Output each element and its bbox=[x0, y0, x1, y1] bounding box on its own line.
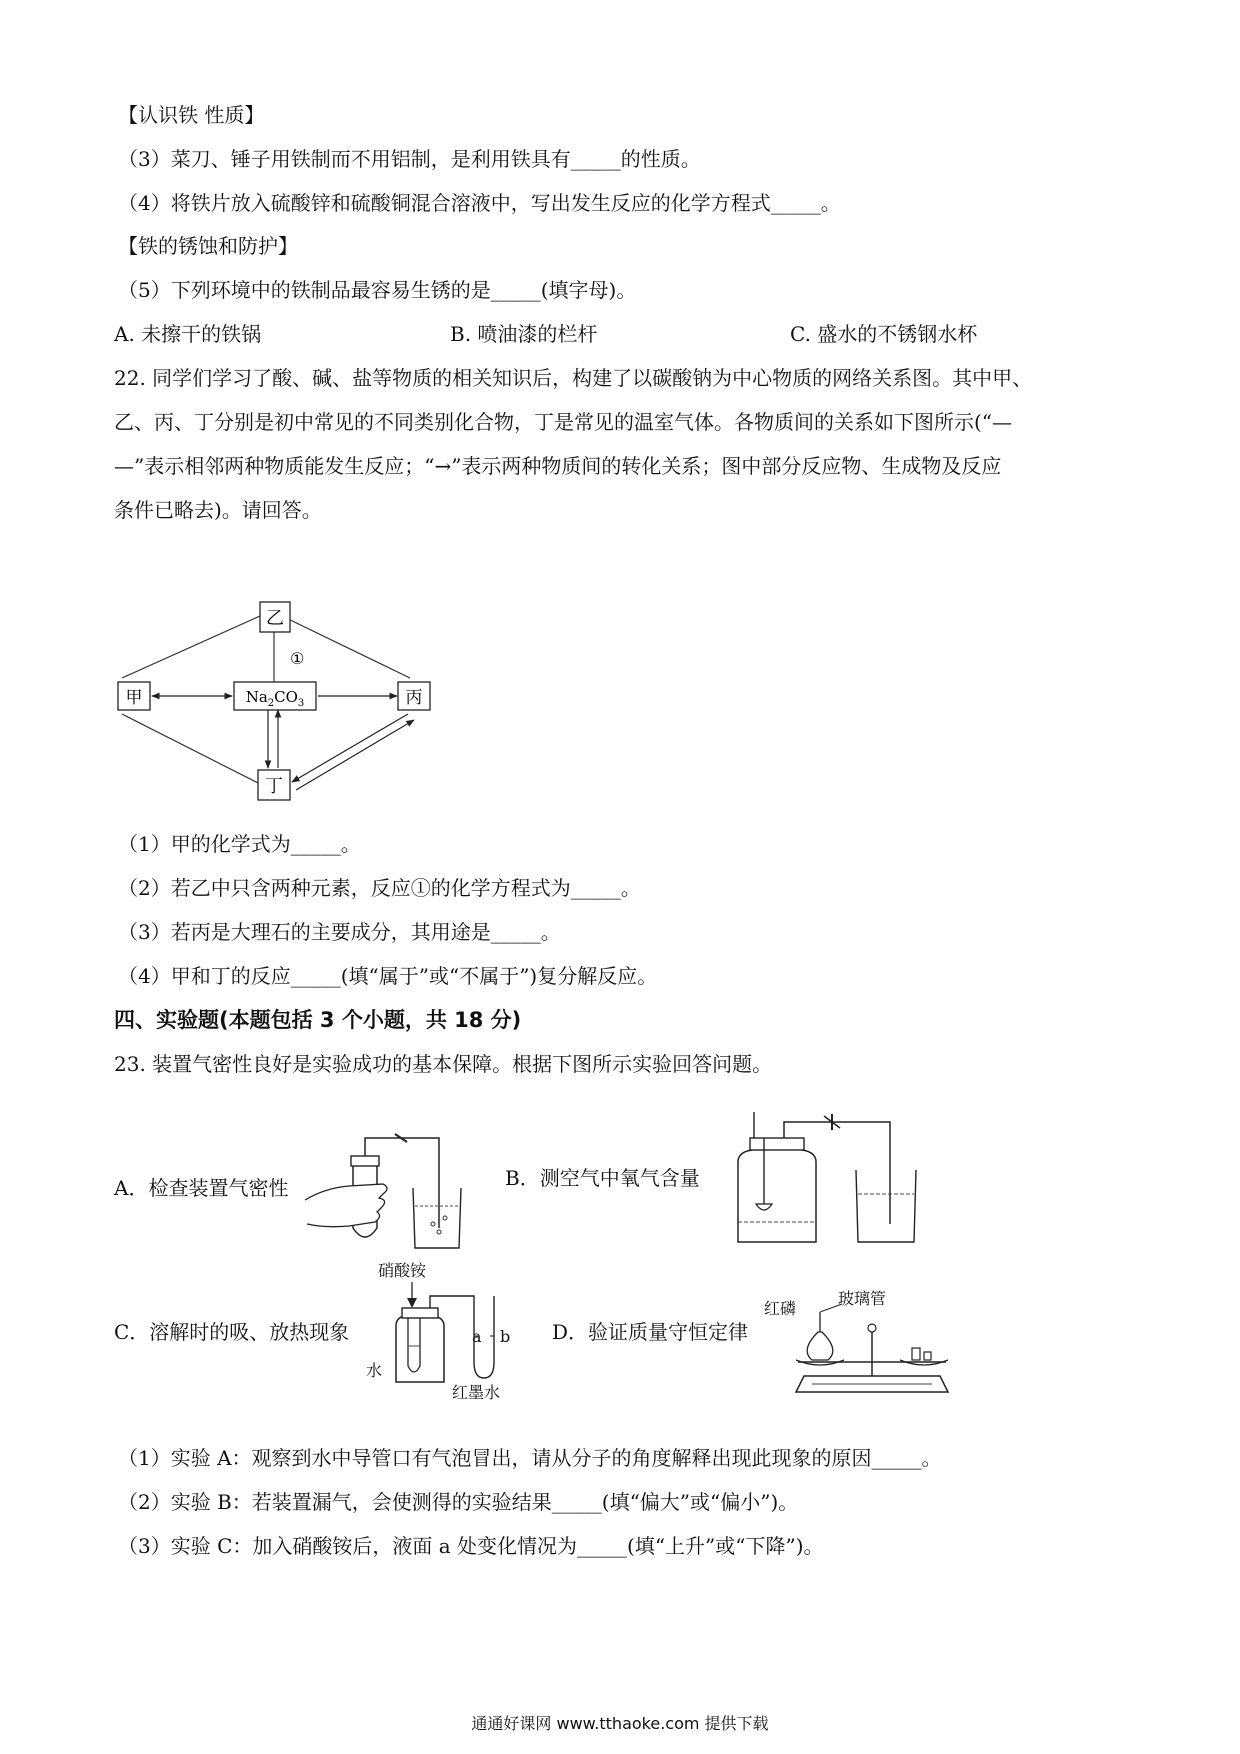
experiment-a-caption: A．检查装置气密性 bbox=[114, 1176, 289, 1200]
question-4: （4）将铁片放入硫酸锌和硫酸铜混合溶液中，写出发生反应的化学方程式_____。 bbox=[118, 191, 841, 215]
node-left-label: 甲 bbox=[125, 688, 143, 708]
reaction-1-label: ① bbox=[290, 649, 305, 668]
experiment-c-label-water: 水 bbox=[366, 1361, 383, 1380]
experiment-c-label-ink: 红墨水 bbox=[452, 1383, 501, 1402]
node-center-label: $Na_2CO_3$ bbox=[245, 688, 305, 709]
page-footer: 通通好课网 www.tthaoke.com 提供下载 bbox=[471, 1714, 769, 1733]
node-top-label: 乙 bbox=[266, 608, 284, 629]
experiment-c-label-top: 硝酸铵 bbox=[378, 1261, 427, 1280]
experiment-c-apparatus bbox=[390, 1282, 510, 1392]
network-diagram bbox=[110, 596, 440, 806]
node-bottom-label: 丁 bbox=[265, 776, 283, 797]
q23-sub-1: （1）实验 A：观察到水中导管口有气泡冒出，请从分子的角度解释出现此现象的原因_____。 bbox=[118, 1446, 942, 1470]
q5-option-a: A. 未擦干的铁锅 bbox=[114, 322, 262, 346]
experiment-b-caption: B．测空气中氧气含量 bbox=[505, 1166, 700, 1190]
experiment-c-label-a: a bbox=[472, 1327, 482, 1346]
experiment-d-balance bbox=[792, 1310, 952, 1400]
section-heading-iron-properties: 【认识铁 性质】 bbox=[118, 103, 265, 127]
q22-sub-4: （4）甲和丁的反应_____(填“属于”或“不属于”)复分解反应。 bbox=[118, 964, 658, 988]
section-4-title: 四、实验题(本题包括 3 个小题，共 18 分) bbox=[114, 1008, 522, 1032]
q5-option-b: B. 喷油漆的栏杆 bbox=[450, 322, 598, 346]
q22-sub-3: （3）若丙是大理石的主要成分，其用途是_____。 bbox=[118, 920, 561, 944]
experiment-d-label-phosphorus: 红磷 bbox=[764, 1299, 797, 1318]
q22-sub-2: （2）若乙中只含两种元素，反应①的化学方程式为_____。 bbox=[118, 876, 641, 900]
node-right-label: 丙 bbox=[405, 688, 423, 708]
experiment-a-apparatus bbox=[305, 1128, 465, 1248]
q22-line-1: 22. 同学们学习了酸、碱、盐等物质的相关知识后，构建了以碳酸钠为中心物质的网络关系图。其中甲、 bbox=[114, 366, 1033, 390]
experiment-d-caption: D．验证质量守恒定律 bbox=[552, 1320, 749, 1344]
q23-sub-2: （2）实验 B：若装置漏气，会使测得的实验结果_____(填“偏大”或“偏小”)。 bbox=[118, 1490, 799, 1514]
experiment-b-apparatus bbox=[720, 1112, 920, 1252]
experiment-c-label-b: b bbox=[500, 1327, 511, 1346]
q22-sub-1: （1）甲的化学式为_____。 bbox=[118, 832, 361, 856]
q22-line-4: 条件已略去)。请回答。 bbox=[114, 498, 322, 522]
q23-sub-3: （3）实验 C：加入硝酸铵后，液面 a 处变化情况为_____(填“上升”或“下降”)。 bbox=[118, 1534, 824, 1558]
q23-intro: 23. 装置气密性良好是实验成功的基本保障。根据下图所示实验回答问题。 bbox=[114, 1052, 773, 1076]
question-3: （3）菜刀、锤子用铁制而不用铝制，是利用铁具有_____的性质。 bbox=[118, 147, 701, 171]
q22-line-2: 乙、丙、丁分别是初中常见的不同类别化合物，丁是常见的温室气体。各物质间的关系如下图所示(“— bbox=[114, 410, 1013, 434]
q22-line-3: —”表示相邻两种物质能发生反应；“→”表示两种物质间的转化关系；图中部分反应物、生成物及反应 bbox=[114, 454, 1002, 478]
q5-option-c: C. 盛水的不锈钢水杯 bbox=[790, 322, 978, 346]
experiment-c-caption: C．溶解时的吸、放热现象 bbox=[114, 1320, 350, 1344]
question-5: （5）下列环境中的铁制品最容易生锈的是_____(填字母)。 bbox=[118, 278, 637, 302]
section-heading-rust: 【铁的锈蚀和防护】 bbox=[118, 234, 298, 258]
experiment-d-label-tube: 玻璃管 bbox=[838, 1289, 887, 1308]
